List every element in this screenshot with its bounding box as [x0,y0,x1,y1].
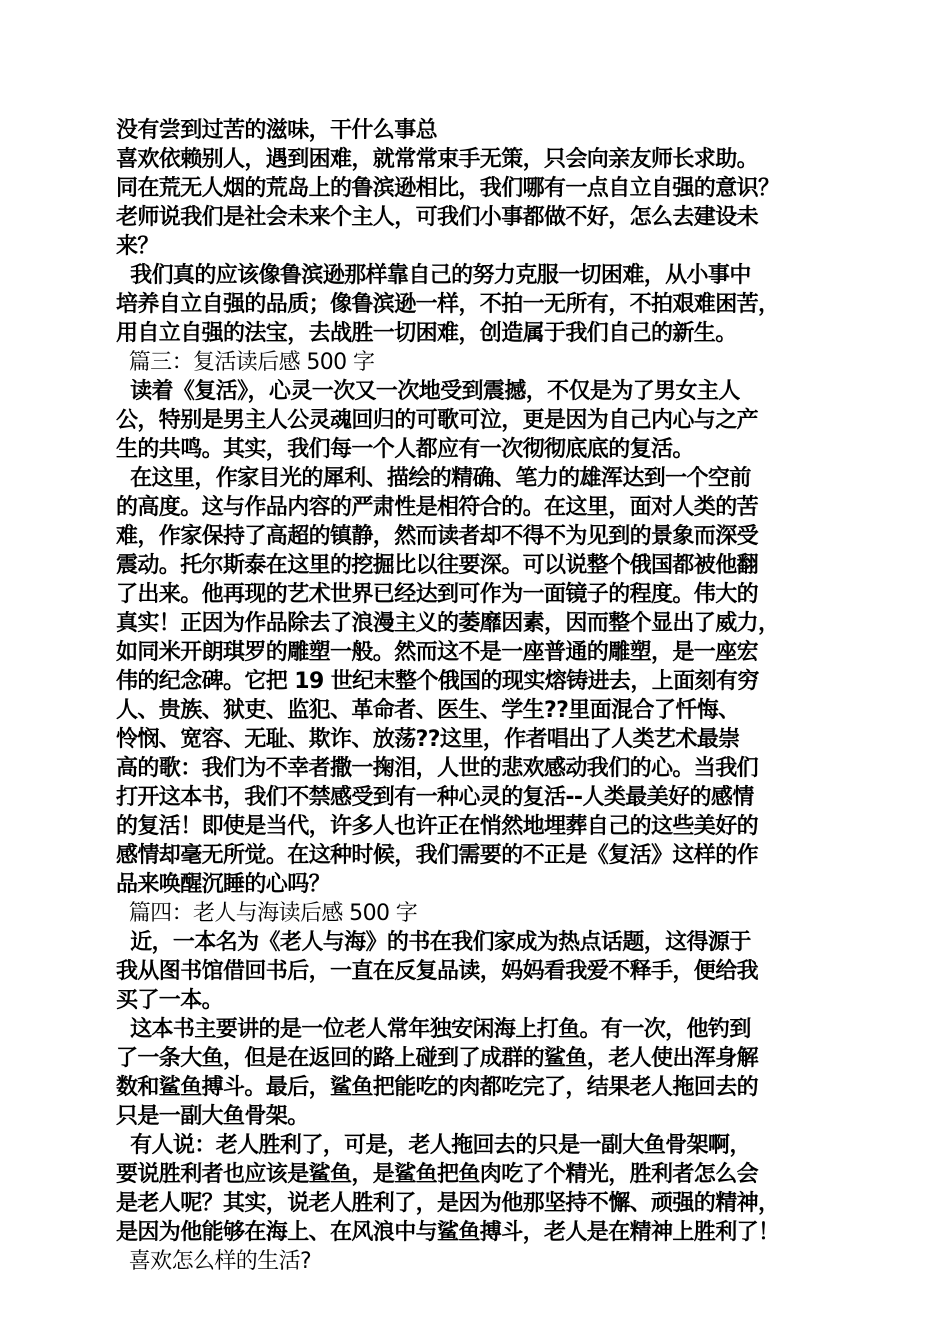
text-line: 没有尝到过苦的滋味，干什么事总 [116,118,438,143]
text-line: 喜欢怎么样的生活? [116,1249,312,1274]
text-line: 来？ [116,234,159,259]
text-line: 数和鲨鱼搏斗。最后，鲨鱼把能吃的肉都吃完了，结果老人拖回去的 [116,1075,759,1100]
text-line: 只是一副大鱼骨架。 [116,1104,309,1129]
text-line: 高的歌：我们为不幸者撒一掬泪，人世的悲欢感动我们的心。当我们 [116,756,759,781]
text-line: 人、贵族、狱吏、监犯、革命者、医生、学生??里面混合了忏悔、 [116,698,740,723]
text-line: 的高度。这与作品内容的严肃性是相符合的。在这里，面对人类的苦 [116,495,759,520]
text-line: 我们真的应该像鲁滨逊那样靠自己的努力克服一切困难，从小事中 [116,263,751,288]
text-line: 了一条大鱼，但是在返回的路上碰到了成群的鲨鱼，老人使出浑身解 [116,1046,759,1071]
document-page [116,116,846,1276]
text-line: 近，一本名为《老人与海》的书在我们家成为热点话题，这得源于 [116,930,751,955]
text-line: 了出来。他再现的艺术世界已经达到可作为一面镜子的程度。伟大的 [116,582,759,607]
text-line: 伟的纪念碑。它把 19 世纪末整个俄国的现实熔铸进去，上面刻有穷 [116,669,759,694]
text-line: 老师说我们是社会未来个主人，可我们小事都做不好，怎么去建设未 [116,205,759,230]
text-line: 震动。托尔斯泰在这里的挖掘比以往要深。可以说整个俄国都被他翻 [116,553,759,578]
text-line: 怜悯、宽容、无耻、欺诈、放荡??这里，作者唱出了人类艺术最崇 [116,727,740,752]
text-line: 在这里，作家目光的犀利、描绘的精确、笔力的雄浑达到一个空前 [116,466,751,491]
text-line: 打开这本书，我们不禁感受到有一种心灵的复活--人类最美好的感情 [116,785,754,810]
text-line: 生的共鸣。其实，我们每一个人都应有一次彻彻底底的复活。 [116,437,694,462]
text-line: 是老人呢？其实，说老人胜利了，是因为他那坚持不懈、顽强的精神， [116,1191,780,1216]
text-line: 真实！正因为作品除去了浪漫主义的萎靡因素，因而整个显出了威力， [116,611,780,636]
text-line: 是因为他能够在海上、在风浪中与鲨鱼搏斗，老人是在精神上胜利了！ [116,1220,780,1245]
text-line: 感情却毫无所觉。在这种时候，我们需要的不正是《复活》这样的作 [116,843,759,868]
text-line: 要说胜利者也应该是鲨鱼，是鲨鱼把鱼肉吃了个精光，胜利者怎么会 [116,1162,759,1187]
text-line: 读着《复活》，心灵一次又一次地受到震撼，不仅是为了男女主人 [116,379,740,404]
text-line: 有人说：老人胜利了，可是，老人拖回去的只是一副大鱼骨架啊， [116,1133,751,1158]
text-line: 用自立自强的法宝，去战胜一切困难，创造属于我们自己的新生。 [116,321,737,346]
text-line: 品来唤醒沉睡的心吗？ [116,872,331,897]
text-line: 喜欢依赖别人，遇到困难，就常常束手无策，只会向亲友师长求助。 [116,147,759,172]
text-line: 这本书主要讲的是一位老人常年独安闲海上打鱼。有一次，他钓到 [116,1017,751,1042]
section-heading: 篇三：复活读后感 500 字 [116,350,375,375]
text-line: 公，特别是男主人公灵魂回归的可歌可泣，更是因为自己内心与之产 [116,408,759,433]
text-line: 的复活！即使是当代，许多人也许正在悄然地埋葬自己的这些美好的 [116,814,759,839]
text-line: 如同米开朗琪罗的雕塑一般。然而这不是一座普通的雕塑，是一座宏 [116,640,759,665]
section-heading: 篇四：老人与海读后感 500 字 [116,901,418,926]
text-line: 培养自立自强的品质；像鲁滨逊一样，不拍一无所有，不拍艰难困苦， [116,292,780,317]
text-line: 我从图书馆借回书后，一直在反复品读，妈妈看我爱不释手，便给我 [116,959,759,984]
text-line: 难，作家保持了高超的镇静，然而读者却不得不为见到的景象而深受 [116,524,759,549]
text-line: 买了一本。 [116,988,224,1013]
text-line: 同在荒无人烟的荒岛上的鲁滨逊相比，我们哪有一点自立自强的意识？ [116,176,780,201]
